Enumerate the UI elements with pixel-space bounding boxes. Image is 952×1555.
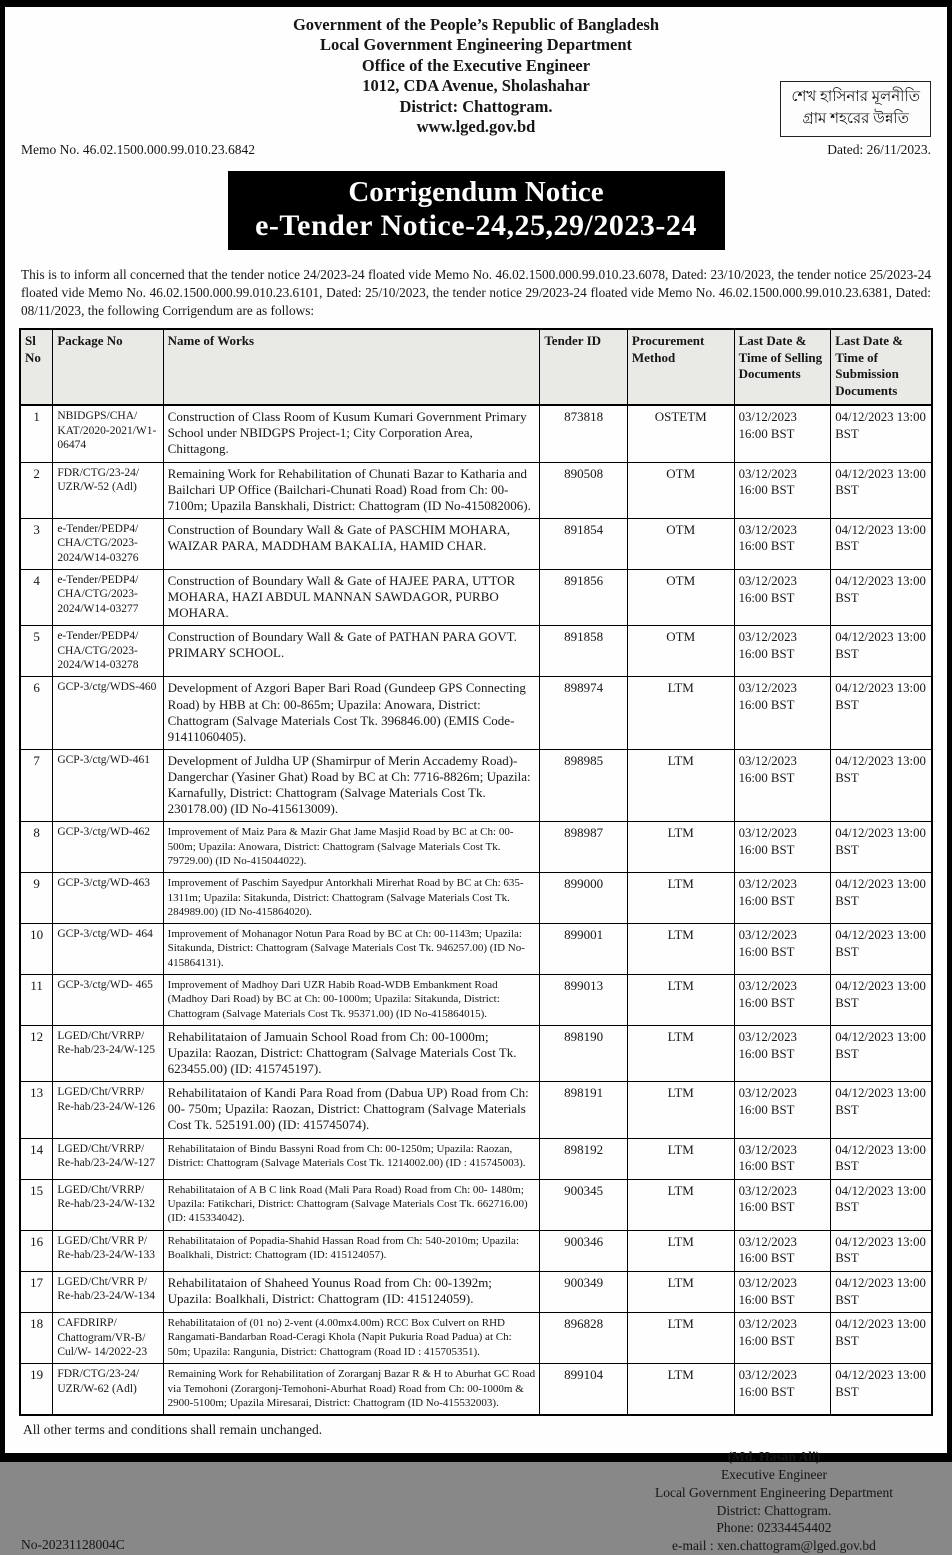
signatory-phone: Phone: 02334454402 bbox=[716, 1520, 832, 1536]
method-cell: OTM bbox=[627, 569, 734, 625]
table-row bbox=[20, 462, 932, 518]
selling-date-cell: 03/12/2023 16:00 BST bbox=[734, 974, 831, 1025]
dated-label: Dated: 26/11/2023. bbox=[827, 141, 931, 157]
table-row bbox=[20, 518, 932, 569]
table-row bbox=[20, 1179, 932, 1230]
tender-id-cell: 898985 bbox=[540, 749, 628, 821]
sl-cell: 17 bbox=[20, 1271, 53, 1312]
header-cell: Tender ID bbox=[540, 329, 628, 406]
table-row bbox=[20, 1082, 932, 1138]
method-cell: LTM bbox=[627, 1138, 734, 1179]
tender-id-cell: 898987 bbox=[540, 822, 628, 873]
terms-note: All other terms and conditions shall remain unchanged. bbox=[23, 1422, 323, 1438]
header-cell: Sl No bbox=[20, 329, 53, 406]
method-cell: LTM bbox=[627, 1082, 734, 1138]
method-cell: LTM bbox=[627, 677, 734, 749]
sl-cell: 2 bbox=[20, 462, 53, 518]
tender-id-cell: 898974 bbox=[540, 677, 628, 749]
header-cell: Last Date & Time of Selling Documents bbox=[734, 329, 831, 406]
tender-id-cell: 899001 bbox=[540, 924, 628, 975]
signatory-department: Local Government Engineering Department bbox=[654, 1484, 893, 1500]
works-cell: Remaining Work for Rehabilitation of Zorarganj Bazar R & H to Aburhat GC Road via Temohoni (Zorargonj-Temohoni-Aburhat Road) Road from Ch: 00-1000m & 2900-5100m; Upazila Miresarai, District: Chattogram (ID No-415532003). bbox=[163, 1364, 540, 1415]
works-cell: Development of Azgori Baper Bari Road (Gundeep GPS Connecting Road) by HBB at Ch: 00-865m; Upazila: Anowara, District: Chattogram (Salvage Materials Cost Tk. 396846.00) (EMIS Code-91411060405). bbox=[163, 677, 540, 749]
selling-date-cell: 03/12/2023 16:00 BST bbox=[734, 873, 831, 924]
package-cell: LGED/​Cht/​VRR P/​Re-​hab/​23-​24/​W-​134 bbox=[53, 1271, 163, 1312]
submission-date-cell: 04/12/2023 13:00 BST bbox=[831, 749, 932, 821]
submission-date-cell: 04/12/2023 13:00 BST bbox=[831, 405, 932, 462]
sl-cell: 9 bbox=[20, 873, 53, 924]
table-row bbox=[20, 1271, 932, 1312]
tender-id-cell: 899104 bbox=[540, 1364, 628, 1415]
submission-date-cell: 04/12/2023 13:00 BST bbox=[831, 1082, 932, 1138]
sl-cell: 10 bbox=[20, 924, 53, 975]
works-cell: Improvement of Madhoy Dari UZR Habib Road-WDB Embankment Road (Madhoy Dari Road) by BC at Ch: 00-1000m; Upazila: Sitakunda, District: Chattogram (Salvage Materials Cost Tk. 95371.00) (ID No-415864015). bbox=[163, 974, 540, 1025]
works-cell: Remaining Work for Rehabilitation of Chunati Bazar to Katharia and Bailchari UP Office (Bailchari-Chunati Road) Road from Ch: 00-7100m; Upazila Banskhali, District: Chattogram (ID No-415082006). bbox=[163, 462, 540, 518]
method-cell: LTM bbox=[627, 1364, 734, 1415]
header-cell: Package No bbox=[53, 329, 163, 406]
tender-id-cell: 900346 bbox=[540, 1230, 628, 1271]
sl-cell: 5 bbox=[20, 626, 53, 677]
org-address-line: 1012, CDA Avenue, Sholashahar bbox=[362, 76, 590, 96]
tender-id-cell: 900345 bbox=[540, 1179, 628, 1230]
etender-notice-title: e-Tender Notice-24,25,29/2023-24 bbox=[255, 208, 697, 242]
tender-id-cell: 873818 bbox=[540, 405, 628, 462]
table-row bbox=[20, 1313, 932, 1364]
method-cell: LTM bbox=[627, 822, 734, 873]
slogan-line-2: গ্রাম শহরের উন্নতি bbox=[802, 110, 909, 127]
tender-id-cell: 898191 bbox=[540, 1082, 628, 1138]
package-cell: LGED/​Cht/​VRRP/​Re-​hab/​23-​24/​W-​125 bbox=[53, 1025, 163, 1081]
selling-date-cell: 03/12/2023 16:00 BST bbox=[734, 569, 831, 625]
table-row bbox=[20, 924, 932, 975]
submission-date-cell: 04/12/2023 13:00 BST bbox=[831, 1179, 932, 1230]
package-cell: CAFDRIRP/​Chattogram/​VR-​B/​Cul/​W-​ 14/​2022-​23 bbox=[53, 1313, 163, 1364]
method-cell: LTM bbox=[627, 1271, 734, 1312]
package-cell: e-​Tender/​PEDP4/​CHA/​CTG/​2023-​2024/​W14-​03278 bbox=[53, 626, 163, 677]
intro-paragraph: This is to inform all concerned that the tender notice 24/2023-24 floated vide Memo No. 46.02.1500.000.99.010.23.6078, Dated: 23/10/2023, the tender notice 25/2023-24 floated vide Memo No. 46.02.1500.000.99.010.23.6101, Dated: 25/10/2023, the tender notice 29/2023-24 floated vide Memo No. 46.02.1500.000.99.010.23.6381, Dated: 08/11/2023, the following Corrigendum are as follows: bbox=[21, 266, 931, 319]
sl-cell: 18 bbox=[20, 1313, 53, 1364]
package-cell: LGED/​Cht/​VRRP/​Re-​hab/​23-​24/​W-​132 bbox=[53, 1179, 163, 1230]
selling-date-cell: 03/12/2023 16:00 BST bbox=[734, 462, 831, 518]
submission-date-cell: 04/12/2023 13:00 BST bbox=[831, 1271, 932, 1312]
memo-number: Memo No. 46.02.1500.000.99.010.23.6842 bbox=[21, 141, 255, 157]
package-cell: GCP-​3/​ctg/​WD-​461 bbox=[53, 749, 163, 821]
method-cell: LTM bbox=[627, 1179, 734, 1230]
sl-cell: 8 bbox=[20, 822, 53, 873]
works-cell: Rehabilitataion of Popadia-Shahid Hassan Road from Ch: 540-2010m; Upazila: Boalkhali, District: Chattogram (ID: 415124057). bbox=[163, 1230, 540, 1271]
selling-date-cell: 03/12/2023 16:00 BST bbox=[734, 1271, 831, 1312]
tender-id-cell: 898190 bbox=[540, 1025, 628, 1081]
method-cell: LTM bbox=[627, 1230, 734, 1271]
package-cell: GCP-​3/​ctg/​WD-​463 bbox=[53, 873, 163, 924]
package-cell: FDR/​CTG/​23-​24/​UZR/​W-​52 (Adl) bbox=[53, 462, 163, 518]
sl-cell: 4 bbox=[20, 569, 53, 625]
works-cell: Rehabilitataion of Bindu Bassyni Road from Ch: 00-1250m; Upazila: Raozan, District: Chattogram (Salvage Materials Cost Tk. 1214002.00) (ID : 415745003). bbox=[163, 1138, 540, 1179]
header-cell: Last Date & Time of Submission Documents bbox=[831, 329, 932, 406]
package-cell: FDR/​CTG/​23-​24/​UZR/​W-​62 (Adl) bbox=[53, 1364, 163, 1415]
works-cell: Rehabilitataion of A B C link Road (Mali Para Road) Road from Ch: 00- 1480m; Upazila: Fatikchari, District: Chattogram (Salvage Materials Cost Tk. 662716.00) (ID: 415334042). bbox=[163, 1179, 540, 1230]
corrigendum-table-body bbox=[20, 405, 932, 1415]
method-cell: OTM bbox=[627, 626, 734, 677]
title-banner bbox=[228, 171, 725, 250]
selling-date-cell: 03/12/2023 16:00 BST bbox=[734, 822, 831, 873]
package-cell: GCP-​3/​ctg/​WD-​ 464 bbox=[53, 924, 163, 975]
table-row bbox=[20, 1230, 932, 1271]
org-website: www.lged.gov.bd bbox=[416, 117, 536, 137]
works-cell: Construction of Boundary Wall & Gate of PATHAN PARA GOVT. PRIMARY SCHOOL. bbox=[163, 626, 540, 677]
org-district-line: District: Chattogram. bbox=[399, 96, 553, 116]
submission-date-cell: 04/12/2023 13:00 BST bbox=[831, 518, 932, 569]
works-cell: Rehabilitataion of (01 no) 2-vent (4.00mx4.00m) RCC Box Culvert on RHD Rangamati-Bandarban Road-Ceragi Khola (Napit Pukuria Road Padua) at Ch: 50m; Upazila: Rangunia, District: Chattogram (Road ID : 415705351). bbox=[163, 1313, 540, 1364]
tender-id-cell: 899000 bbox=[540, 873, 628, 924]
tender-id-cell: 896828 bbox=[540, 1313, 628, 1364]
sl-cell: 14 bbox=[20, 1138, 53, 1179]
sl-cell: 6 bbox=[20, 677, 53, 749]
submission-date-cell: 04/12/2023 13:00 BST bbox=[831, 924, 932, 975]
submission-date-cell: 04/12/2023 13:00 BST bbox=[831, 462, 932, 518]
works-cell: Development of Juldha UP (Shamirpur of Merin Accademy Road)- Dangerchar (Yasiner Ghat) Road by BC at Ch: 7716-8826m; Upazila: Karnafully, District: Chattogram (Salvage Materials Cost Tk. 230178.00) (ID No-415613009). bbox=[163, 749, 540, 821]
header-cell: Procurement Method bbox=[627, 329, 734, 406]
works-cell: Improvement of Paschim Sayedpur Antorkhali Mirerhat Road by BC at Ch: 635-1311m; Upazila: Sitakunda, District: Chattogram (Salvage Materials Cost Tk. 284989.00) (ID No-415864020). bbox=[163, 873, 540, 924]
signature-block bbox=[655, 1448, 893, 1555]
works-cell: Improvement of Mohanagor Notun Para Road by BC at Ch: 00-1143m; Upazila: Sitakunda, District: Chattogram (Salvage Materials Cost Tk. 946257.00) (ID No-415864131). bbox=[163, 924, 540, 975]
selling-date-cell: 03/12/2023 16:00 BST bbox=[734, 1179, 831, 1230]
selling-date-cell: 03/12/2023 16:00 BST bbox=[734, 1364, 831, 1415]
selling-date-cell: 03/12/2023 16:00 BST bbox=[734, 1138, 831, 1179]
corrigendum-table bbox=[19, 328, 933, 1417]
table-row bbox=[20, 569, 932, 625]
table-row bbox=[20, 1364, 932, 1415]
works-cell: Rehabilitataion of Kandi Para Road from (Dabua UP) Road from Ch: 00- 750m; Upazila: Raozan, District: Chattogram (Salvage Materials Cost Tk. 525191.00) (ID: 415745074). bbox=[163, 1082, 540, 1138]
submission-date-cell: 04/12/2023 13:00 BST bbox=[831, 873, 932, 924]
method-cell: LTM bbox=[627, 1313, 734, 1364]
header-cell: Name of Works bbox=[163, 329, 540, 406]
org-country-line: Government of the People’s Republic of Bangladesh bbox=[292, 15, 660, 34]
selling-date-cell: 03/12/2023 16:00 BST bbox=[734, 626, 831, 677]
works-cell: Construction of Boundary Wall & Gate of PASCHIM MOHARA, WAIZAR PARA, MADDHAM BAKALIA, HAMID CHAR. bbox=[163, 518, 540, 569]
package-cell: LGED/​Cht/​VRRP/​Re-​hab/​23-​24/​W-​126 bbox=[53, 1082, 163, 1138]
submission-date-cell: 04/12/2023 13:00 BST bbox=[831, 626, 932, 677]
selling-date-cell: 03/12/2023 16:00 BST bbox=[734, 1082, 831, 1138]
memo-row bbox=[19, 142, 933, 158]
method-cell: LTM bbox=[627, 873, 734, 924]
table-row bbox=[20, 626, 932, 677]
sl-cell: 13 bbox=[20, 1082, 53, 1138]
package-cell: e-​Tender/​PEDP4/​CHA/​CTG/​2023-​2024/​W14-​03276 bbox=[53, 518, 163, 569]
package-cell: e-​Tender/​PEDP4/​CHA/​CTG/​2023-​2024/​W14-​03277 bbox=[53, 569, 163, 625]
package-cell: LGED/​Cht/​VRR P/​Re-​hab/​23-​24/​W-​133 bbox=[53, 1230, 163, 1271]
sl-cell: 15 bbox=[20, 1179, 53, 1230]
works-cell: Construction of Class Room of Kusum Kumari Government Primary School under NBIDGPS Project-1; City Corporation Area, Chittagong. bbox=[163, 405, 540, 462]
submission-date-cell: 04/12/2023 13:00 BST bbox=[831, 1230, 932, 1271]
submission-date-cell: 04/12/2023 13:00 BST bbox=[831, 569, 932, 625]
submission-date-cell: 04/12/2023 13:00 BST bbox=[831, 974, 932, 1025]
table-row bbox=[20, 822, 932, 873]
signatory-district: District: Chattogram. bbox=[716, 1502, 832, 1518]
submission-date-cell: 04/12/2023 13:00 BST bbox=[831, 1364, 932, 1415]
package-cell: LGED/​Cht/​VRRP/​Re-​hab/​23-​24/​W-​127 bbox=[53, 1138, 163, 1179]
selling-date-cell: 03/12/2023 16:00 BST bbox=[734, 1230, 831, 1271]
method-cell: OTM bbox=[627, 518, 734, 569]
works-cell: Rehabilitataion of Jamuain School Road from Ch: 00-1000m; Upazila: Raozan, District: Chattogram (Salvage Materials Cost Tk. 623455.00) (ID: 415745197). bbox=[163, 1025, 540, 1081]
corrigendum-title: Corrigendum Notice bbox=[348, 175, 604, 208]
method-cell: LTM bbox=[627, 974, 734, 1025]
package-cell: GCP-​3/​ctg/​WD-​462 bbox=[53, 822, 163, 873]
method-cell: LTM bbox=[627, 924, 734, 975]
sl-cell: 11 bbox=[20, 974, 53, 1025]
submission-date-cell: 04/12/2023 13:00 BST bbox=[831, 677, 932, 749]
tender-id-cell: 899013 bbox=[540, 974, 628, 1025]
method-cell: LTM bbox=[627, 1025, 734, 1081]
signatory-name: (Md. Hasan Ali) bbox=[727, 1449, 821, 1465]
method-cell: OTM bbox=[627, 462, 734, 518]
slogan-line-1: শেখ হাসিনার মূলনীতি bbox=[791, 89, 920, 105]
sl-cell: 1 bbox=[20, 405, 53, 462]
sl-cell: 19 bbox=[20, 1364, 53, 1415]
signatory-email: e-mail : xen.chattogram@lged.gov.bd bbox=[672, 1538, 876, 1554]
method-cell: LTM bbox=[627, 749, 734, 821]
submission-date-cell: 04/12/2023 13:00 BST bbox=[831, 1138, 932, 1179]
sl-cell: 16 bbox=[20, 1230, 53, 1271]
table-row bbox=[20, 873, 932, 924]
sl-cell: 7 bbox=[20, 749, 53, 821]
org-office-line: Office of the Executive Engineer bbox=[361, 55, 591, 75]
tender-id-cell: 891854 bbox=[540, 518, 628, 569]
table-row bbox=[20, 1138, 932, 1179]
table-row bbox=[20, 405, 932, 462]
selling-date-cell: 03/12/2023 16:00 BST bbox=[734, 749, 831, 821]
works-cell: Improvement of Maiz Para & Mazir Ghat Jame Masjid Road by BC at Ch: 00-500m; Upazila: Anowara, District: Chattogram (Salvage Materials Cost Tk. 79729.00) (ID No-415044022). bbox=[163, 822, 540, 873]
selling-date-cell: 03/12/2023 16:00 BST bbox=[734, 518, 831, 569]
package-cell: GCP-​3/​ctg/​WD-​ 465 bbox=[53, 974, 163, 1025]
org-department-line: Local Government Engineering Department bbox=[319, 35, 633, 55]
method-cell: OSTETM bbox=[627, 405, 734, 462]
selling-date-cell: 03/12/2023 16:00 BST bbox=[734, 1025, 831, 1081]
selling-date-cell: 03/12/2023 16:00 BST bbox=[734, 677, 831, 749]
table-row bbox=[20, 749, 932, 821]
package-cell: GCP-​3/​ctg/​WDS-​460 bbox=[53, 677, 163, 749]
document-number: No-20231128004C bbox=[21, 1537, 125, 1553]
sl-cell: 3 bbox=[20, 518, 53, 569]
works-cell: Construction of Boundary Wall & Gate of HAJEE PARA, UTTOR MOHARA, HAZI ABDUL MANNAN SAWDAGOR, PURBO MOHARA. bbox=[163, 569, 540, 625]
works-cell: Rehabilitataion of Shaheed Younus Road from Ch: 00-1392m; Upazila: Boalkhali, District: Chattogram (ID: 415124059). bbox=[163, 1271, 540, 1312]
table-row bbox=[20, 1025, 932, 1081]
tender-id-cell: 890508 bbox=[540, 462, 628, 518]
signatory-title: Executive Engineer bbox=[720, 1467, 828, 1482]
package-cell: NBIDGPS/​CHA/​KAT/​2020-​2021/​W1-​06474 bbox=[53, 405, 163, 462]
slogan-box bbox=[780, 81, 931, 137]
tender-id-cell: 900349 bbox=[540, 1271, 628, 1312]
bottom-row bbox=[19, 1448, 933, 1555]
selling-date-cell: 03/12/2023 16:00 BST bbox=[734, 924, 831, 975]
submission-date-cell: 04/12/2023 13:00 BST bbox=[831, 1025, 932, 1081]
submission-date-cell: 04/12/2023 13:00 BST bbox=[831, 1313, 932, 1364]
table-row bbox=[20, 974, 932, 1025]
submission-date-cell: 04/12/2023 13:00 BST bbox=[831, 822, 932, 873]
tender-id-cell: 891856 bbox=[540, 569, 628, 625]
tender-id-cell: 891858 bbox=[540, 626, 628, 677]
sl-cell: 12 bbox=[20, 1025, 53, 1081]
selling-date-cell: 03/12/2023 16:00 BST bbox=[734, 1313, 831, 1364]
selling-date-cell: 03/12/2023 16:00 BST bbox=[734, 405, 831, 462]
table-row bbox=[20, 677, 932, 749]
tender-id-cell: 898192 bbox=[540, 1138, 628, 1179]
table-header-row bbox=[20, 329, 932, 406]
